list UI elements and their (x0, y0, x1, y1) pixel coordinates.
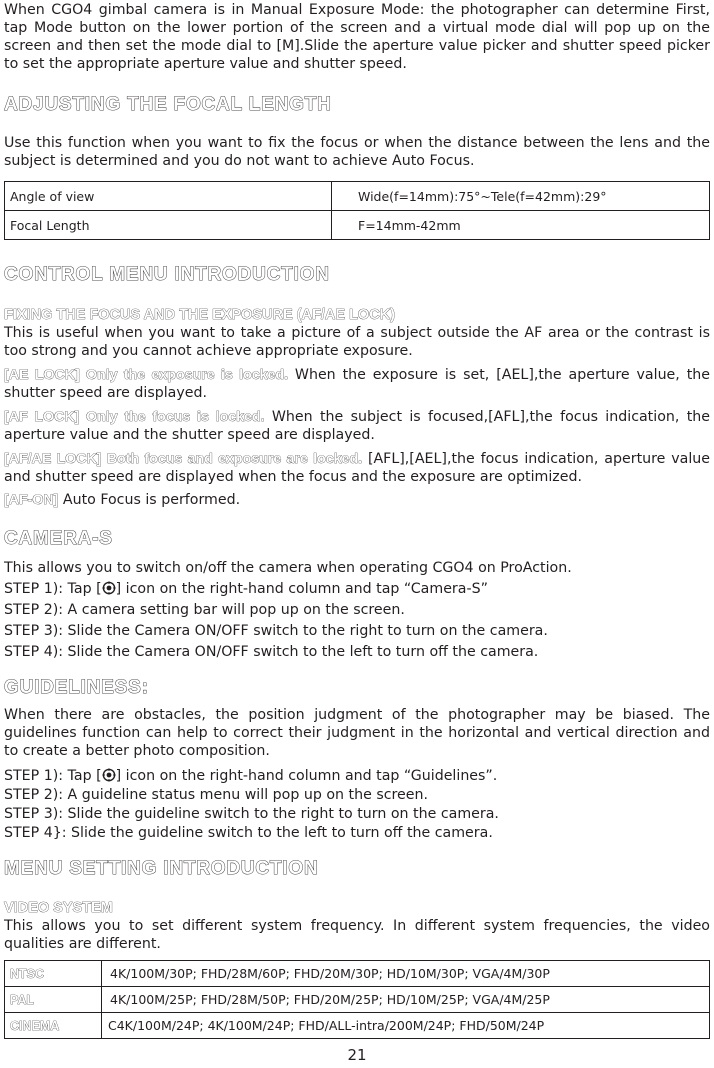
table-cell-label: PAL (5, 987, 102, 1013)
ae-lock-item (4, 366, 710, 402)
camera-s-step-1: STEP 1): Tap [ ] icon on the right-hand column and tap “Camera-S” (4, 581, 488, 597)
af-on-item (4, 491, 710, 509)
ae-lock-lead: [AE LOCK] Only the exposure is locked. (4, 367, 289, 383)
focal-table (4, 181, 710, 240)
table-row (5, 211, 710, 240)
camera-s-heading: CAMERA-S (4, 528, 113, 549)
af-on-lead: [AF-ON] (4, 492, 59, 508)
table-cell-value: 4K/100M/25P; FHD/28M/50P; FHD/20M/25P; HD/10M/25P; VGA/4M/25P (102, 987, 710, 1013)
page-number: 21 (347, 1046, 367, 1064)
table-row (5, 961, 710, 987)
af-lock-lead: [AF LOCK] Only the focus is locked. (4, 409, 265, 425)
af-ae-lock-text: [AFL],[AEL],the focus indication, aperture value and shutter speed are displayed when the focus and the exposure are optimized. (4, 451, 711, 485)
table-row (5, 987, 710, 1013)
settings-icon (102, 768, 116, 782)
control-body: This is useful when you want to take a picture of a subject outside the AF area or the contrast is too strong and you cannot achieve appropriate exposure. (4, 325, 710, 359)
camera-s-step-2: STEP 2): A camera setting bar will pop up on the screen. (4, 602, 405, 618)
menu-heading: MENU SETTING INTRODUCTION (4, 858, 319, 879)
table-cell-label: NTSC (5, 961, 102, 987)
guideliness-body: When there are obstacles, the position judgment of the photographer may be biased. The guidelines function can help to correct their judgment in the horizontal and vertical direction and to create a better photo composition. (4, 707, 710, 759)
guideliness-step-2: STEP 2): A guideline status menu will pop up on the screen. (4, 787, 428, 803)
table-cell-value: 4K/100M/30P; FHD/28M/60P; FHD/20M/30P; HD/10M/30P; VGA/4M/30P (102, 961, 710, 987)
table-cell-value: Wide(f=14mm):75°~Tele(f=42mm):29° (332, 182, 710, 211)
af-ae-lock-lead: [AF/AE LOCK] Both focus and exposure are locked. (4, 451, 363, 467)
focal-body: Use this function when you want to fix the focus or when the distance between the lens and the subject is determined and you do not want to achieve Auto Focus. (4, 135, 710, 169)
guideliness-step-4: STEP 4}: Slide the guideline switch to the left to turn off the camera. (4, 825, 493, 841)
control-subheading: FIXING THE FOCUS AND THE EXPOSURE (AF/AE LOCK) (4, 307, 395, 323)
af-ae-lock-item (4, 450, 710, 486)
table-row (5, 182, 710, 211)
menu-subheading: VIDEO SYSTEM (4, 900, 113, 916)
af-lock-item (4, 408, 710, 444)
menu-body: This allows you to set different system frequency. In different system frequencies, the video qualities are different. (4, 918, 710, 952)
table-cell-label: CINEMA (5, 1013, 102, 1039)
ae-lock-text: When the exposure is set, [AEL],the aperture value, the shutter speed are displayed. (4, 367, 710, 401)
table-cell-value: C4K/100M/24P; 4K/100M/24P; FHD/ALL-intra/200M/24P; FHD/50M/24P (102, 1013, 710, 1039)
control-heading: CONTROL MENU INTRODUCTION (4, 264, 330, 285)
af-lock-text: When the subject is focused,[AFL],the focus indication, the aperture value and the shutter speed are displayed. (4, 409, 710, 443)
camera-s-step-3: STEP 3): Slide the Camera ON/OFF switch to the right to turn on the camera. (4, 623, 548, 639)
camera-s-step-4: STEP 4): Slide the Camera ON/OFF switch to the left to turn off the camera. (4, 644, 539, 660)
focal-heading: ADJUSTING THE FOCAL LENGTH (4, 94, 332, 115)
table-cell-value: F=14mm-42mm (332, 211, 710, 240)
settings-icon (102, 581, 116, 595)
intro-paragraph: When CGO4 gimbal camera is in Manual Exposure Mode: the photographer can determine First, tap Mode button on the lower portion of the screen and a virtual mode dial will pop up on the screen and then set the mode dial to [M].Slide the aperture value picker and shutter speed picker to set the appropriate aperture value and shutter speed. (4, 2, 710, 72)
table-row (5, 1013, 710, 1039)
af-on-text: Auto Focus is performed. (58, 492, 241, 508)
table-cell-label: Focal Length (5, 211, 332, 240)
table-cell-label: Angle of view (5, 182, 332, 211)
video-system-table (4, 960, 710, 1039)
camera-s-body: This allows you to switch on/off the camera when operating CGO4 on ProAction. (4, 560, 572, 576)
guideliness-heading: GUIDELINESS: (4, 677, 149, 698)
guideliness-step-1: STEP 1): Tap [ ] icon on the right-hand column and tap “Guidelines”. (4, 768, 498, 784)
guideliness-step-3: STEP 3): Slide the guideline switch to the right to turn on the camera. (4, 806, 499, 822)
